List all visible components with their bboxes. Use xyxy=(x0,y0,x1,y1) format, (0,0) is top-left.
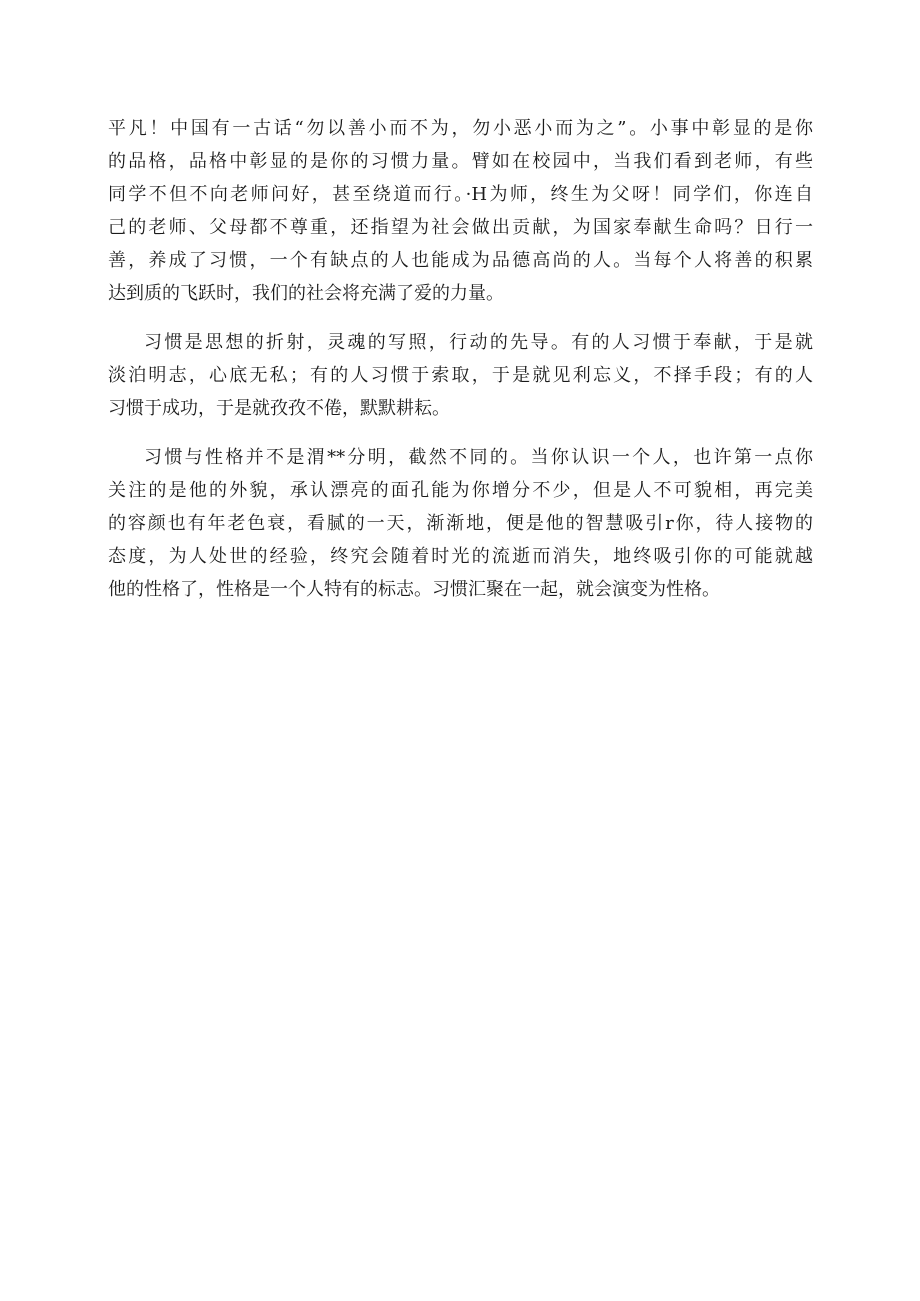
paragraph-line: 的品格，品格中彰显的是你的习惯力量。臂如在校园中，当我们看到老师，有些 xyxy=(108,151,813,172)
paragraph-line: 习惯是思想的折射，灵魂的写照，行动的先导。有的人习惯于奉献，于是就 xyxy=(144,332,813,353)
paragraph-line: 己的老师、父母都不尊重，还指望为社会做出贡献，为国家奉献生命吗？日行一 xyxy=(108,217,813,238)
paragraph-3 xyxy=(108,441,813,606)
paragraph-line: 态度，为人处世的经验，终究会随着时光的流逝而消失，地终吸引你的可能就越 xyxy=(108,546,813,567)
paragraph-line: 的容颜也有年老色衰，看腻的一天，渐渐地，便是他的智慧吸引r你，待人接物的 xyxy=(108,513,813,534)
paragraph-line: 关注的是他的外貌，承认漂亮的面孔能为你增分不少，但是人不可貌相，再完美 xyxy=(108,480,813,501)
paragraph-line: 平凡！中国有一古话“勿以善小而不为，勿小恶小而为之”。小事中彰显的是你 xyxy=(108,118,813,139)
paragraph-2 xyxy=(108,326,813,425)
paragraph-1 xyxy=(108,112,813,310)
paragraph-line: 达到质的飞跃时，我们的社会将充满了爱的力量。 xyxy=(108,283,504,304)
paragraph-line: 善，养成了习惯，一个有缺点的人也能成为品德高尚的人。当每个人将善的积累 xyxy=(108,250,813,271)
paragraph-line: 习惯与性格并不是渭**分明，截然不同的。当你认识一个人，也许第一点你 xyxy=(144,447,813,468)
paragraph-line: 淡泊明志，心底无私；有的人习惯于索取，于是就见利忘义，不择手段；有的人 xyxy=(108,365,813,386)
paragraph-line: 习惯于成功，于是就孜孜不倦，默默耕耘。 xyxy=(108,398,450,419)
paragraph-line: 同学不但不向老师问好，甚至绕道而行。·H为师，终生为父呀！同学们，你连自 xyxy=(108,184,813,205)
paragraph-line: 他的性格了，性格是一个人特有的标志。习惯汇聚在一起，就会演变为性格。 xyxy=(108,579,720,600)
document-body xyxy=(108,112,813,622)
